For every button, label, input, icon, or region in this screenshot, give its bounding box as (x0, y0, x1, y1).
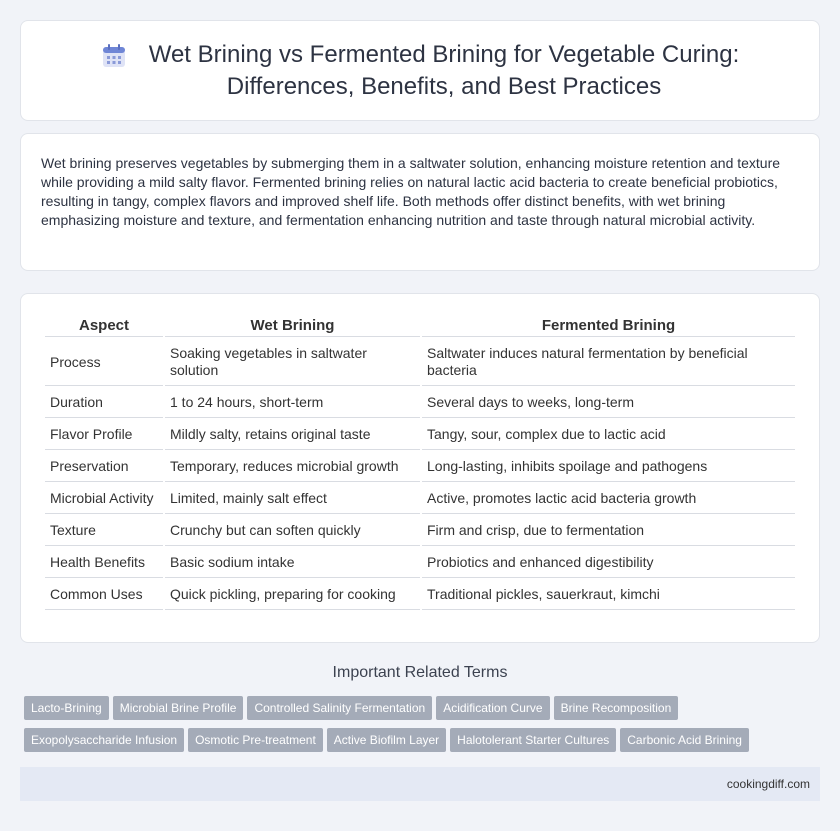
cell-wet-brining: Quick pickling, preparing for cooking (165, 579, 420, 610)
related-term-tag[interactable]: Acidification Curve (436, 696, 549, 720)
cell-wet-brining: Soaking vegetables in saltwater solution (165, 338, 420, 386)
cell-aspect: Health Benefits (45, 547, 163, 578)
cell-aspect: Preservation (45, 451, 163, 482)
cell-aspect: Common Uses (45, 579, 163, 610)
related-term-tag[interactable]: Controlled Salinity Fermentation (247, 696, 432, 720)
related-term-tag[interactable]: Exopolysaccharide Infusion (24, 728, 184, 752)
table-row (45, 483, 795, 514)
comparison-table-card (20, 293, 820, 643)
intro-card (20, 133, 820, 271)
cell-fermented-brining: Probiotics and enhanced digestibility (422, 547, 795, 578)
related-term-tag[interactable]: Halotolerant Starter Cultures (450, 728, 616, 752)
header-aspect: Aspect (45, 313, 163, 337)
intro-text: Wet brining preserves vegetables by submerging them in a saltwater solution, enhancing moisture retention and texture while providing a mild salty flavor. Fermented brining relies on natural lactic acid bacteria to create beneficial probiotics, resulting in tangy, complex flavors and improved shelf life. Both methods offer distinct benefits, with wet brining emphasizing moisture and texture, and fermentation enhancing nutrition and taste through natural microbial activity. (41, 155, 781, 228)
footer-site[interactable]: cookingdiff.com (726, 777, 810, 791)
cell-wet-brining: Temporary, reduces microbial growth (165, 451, 420, 482)
related-term-tag[interactable]: Active Biofilm Layer (327, 728, 446, 752)
cell-wet-brining: Crunchy but can soften quickly (165, 515, 420, 546)
table-row (45, 451, 795, 482)
cell-fermented-brining: Saltwater induces natural fermentation by beneficial bacteria (422, 338, 795, 386)
calendar-icon (101, 43, 127, 69)
cell-aspect: Duration (45, 387, 163, 418)
header-wet-brining: Wet Brining (165, 313, 420, 337)
comparison-table (43, 312, 797, 611)
table-row (45, 547, 795, 578)
related-term-tag[interactable]: Brine Recomposition (554, 696, 679, 720)
related-term-tag[interactable]: Microbial Brine Profile (113, 696, 244, 720)
table-row (45, 579, 795, 610)
cell-wet-brining: Mildly salty, retains original taste (165, 419, 420, 450)
cell-aspect: Texture (45, 515, 163, 546)
page-title (149, 39, 740, 103)
table-row (45, 515, 795, 546)
cell-aspect: Flavor Profile (45, 419, 163, 450)
header-card (20, 20, 820, 121)
cell-wet-brining: 1 to 24 hours, short-term (165, 387, 420, 418)
cell-wet-brining: Basic sodium intake (165, 547, 420, 578)
related-term-tag[interactable]: Osmotic Pre-treatment (188, 728, 323, 752)
cell-aspect: Microbial Activity (45, 483, 163, 514)
table-row (45, 387, 795, 418)
table-header-row (45, 313, 795, 337)
cell-aspect: Process (45, 338, 163, 386)
cell-fermented-brining: Several days to weeks, long-term (422, 387, 795, 418)
footer (20, 767, 820, 801)
cell-fermented-brining: Long-lasting, inhibits spoilage and pathogens (422, 451, 795, 482)
related-term-tag[interactable]: Carbonic Acid Brining (620, 728, 749, 752)
title-line-2: Differences, Benefits, and Best Practices (226, 72, 662, 100)
cell-fermented-brining: Tangy, sour, complex due to lactic acid (422, 419, 795, 450)
cell-fermented-brining: Traditional pickles, sauerkraut, kimchi (422, 579, 795, 610)
header-fermented-brining: Fermented Brining (422, 313, 795, 337)
cell-wet-brining: Limited, mainly salt effect (165, 483, 420, 514)
table-row (45, 419, 795, 450)
cell-fermented-brining: Active, promotes lactic acid bacteria growth (422, 483, 795, 514)
related-term-tag[interactable]: Lacto-Brining (24, 696, 109, 720)
title-line-1: Wet Brining vs Fermented Brining for Vegetable Curing: (148, 40, 740, 68)
related-terms-title: Important Related Terms (332, 664, 508, 681)
related-terms-list (24, 696, 824, 760)
cell-fermented-brining: Firm and crisp, due to fermentation (422, 515, 795, 546)
table-row (45, 338, 795, 386)
